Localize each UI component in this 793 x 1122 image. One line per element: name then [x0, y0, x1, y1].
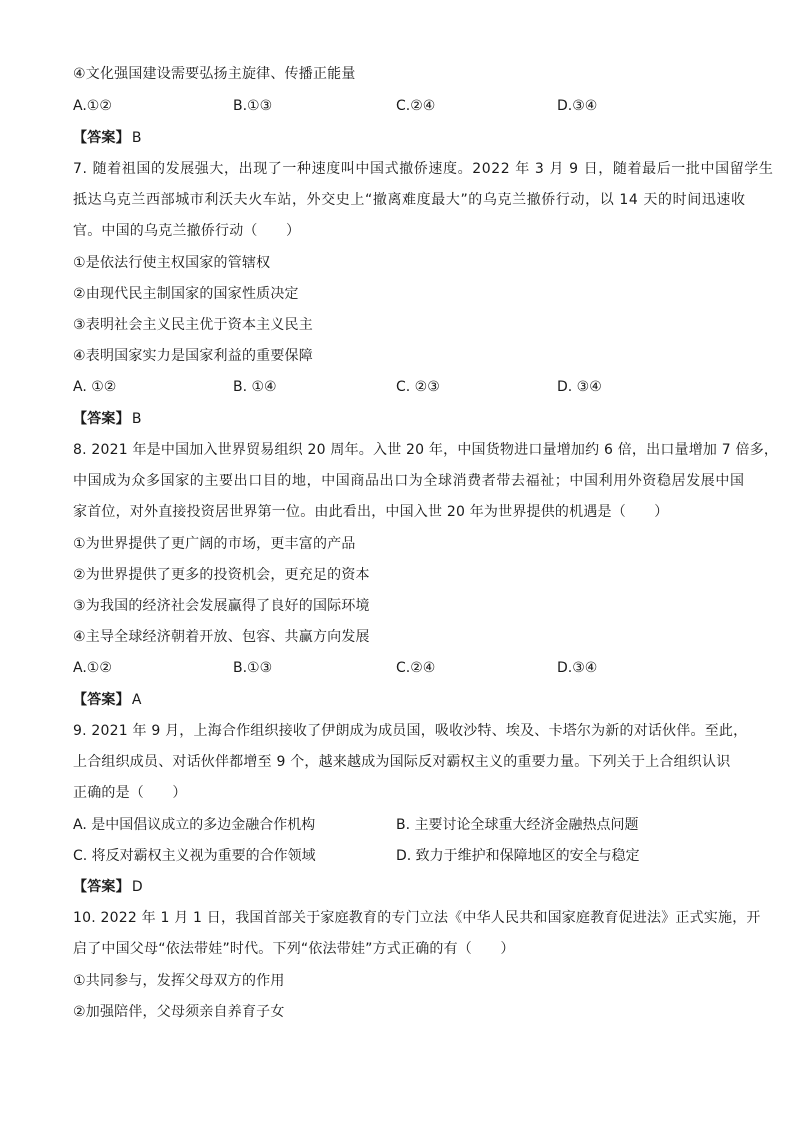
- q8-answer: [73, 690, 142, 710]
- answer-tag: 【答案】: [73, 692, 130, 708]
- q7-item-1: ①是依法行使主权国家的管辖权: [73, 255, 271, 271]
- q9-option-c: C. 将反对霸权主义视为重要的合作领域: [73, 848, 316, 864]
- q6-answer: [73, 128, 142, 148]
- q7-option-c: C. ②③: [396, 379, 440, 395]
- q8-option-a: A.①②: [73, 660, 112, 676]
- q6-option-b: B.①③: [233, 98, 273, 114]
- q7-stem-line-3: 官。中国的乌克兰撤侨行动（ ）: [73, 223, 301, 239]
- q8-stem-line-2: 中国成为众多国家的主要出口目的地，中国商品出口为全球消费者带去福祉；中国利用外资稳居发展中国: [73, 473, 745, 489]
- answer-tag: 【答案】: [73, 411, 130, 427]
- answer-tag: 【答案】: [73, 879, 130, 895]
- q10-stem-line-2: 启了中国父母“依法带娃”时代。下列“依法带娃”方式正确的有（ ）: [73, 941, 515, 957]
- q8-option-b: B.①③: [233, 660, 273, 676]
- q9-answer: [73, 877, 143, 897]
- q8-stem-line-1: 8. 2021 年是中国加入世界贸易组织 20 周年。入世 20 年，中国货物进口量增加约 6 倍，出口量增加 7 倍多，: [73, 442, 779, 458]
- q9-option-a: A. 是中国倡议成立的多边金融合作机构: [73, 817, 316, 833]
- q9-stem-line-2: 上合组织成员、对话伙伴都增至 9 个，越来越成为国际反对霸权主义的重要力量。下列关于上合组织认识: [73, 754, 731, 770]
- q10-stem-line-1: 10. 2022 年 1 月 1 日，我国首部关于家庭教育的专门立法《中华人民共和国家庭教育促进法》正式实施，开: [73, 910, 761, 926]
- q8-item-2: ②为世界提供了更多的投资机会，更充足的资本: [73, 567, 370, 583]
- q8-option-d: D.③④: [557, 660, 598, 676]
- answer-tag: 【答案】: [73, 130, 130, 146]
- q8-item-4: ④主导全球经济朝着开放、包容、共赢方向发展: [73, 629, 370, 645]
- answer-value: B: [131, 411, 142, 427]
- q6-option-a: A.①②: [73, 98, 112, 114]
- q7-item-2: ②由现代民主制国家的国家性质决定: [73, 286, 299, 302]
- answer-value: B: [131, 130, 142, 146]
- q8-item-3: ③为我国的经济社会发展赢得了良好的国际环境: [73, 598, 370, 614]
- q7-item-3: ③表明社会主义民主优于资本主义民主: [73, 317, 313, 333]
- q9-option-b: B. 主要讨论全球重大经济金融热点问题: [396, 817, 639, 833]
- q7-option-a: A. ①②: [73, 379, 117, 395]
- answer-value: D: [131, 879, 143, 895]
- q6-option-d: D.③④: [557, 98, 598, 114]
- answer-value: A: [131, 692, 142, 708]
- q7-answer: [73, 409, 142, 429]
- q7-stem-line-1: 7. 随着祖国的发展强大，出现了一种速度叫中国式撤侨速度。2022 年 3 月 9 日，随着最后一批中国留学生: [73, 161, 774, 177]
- q6-item-4: ④文化强国建设需要弘扬主旋律、传播正能量: [73, 66, 356, 82]
- q7-option-d: D. ③④: [557, 379, 602, 395]
- q9-stem-line-1: 9. 2021 年 9 月，上海合作组织接收了伊朗成为成员国，吸收沙特、埃及、卡塔尔为新的对话伙伴。至此，: [73, 723, 748, 739]
- q7-option-b: B. ①④: [233, 379, 277, 395]
- q6-option-c: C.②④: [396, 98, 436, 114]
- q8-stem-line-3: 家首位，对外直接投资居世界第一位。由此看出，中国入世 20 年为世界提供的机遇是（ ）: [73, 504, 669, 520]
- q10-item-2: ②加强陪伴，父母须亲自养育子女: [73, 1004, 285, 1020]
- q8-item-1: ①为世界提供了更广阔的市场，更丰富的产品: [73, 536, 356, 552]
- q9-stem-line-3: 正确的是（ ）: [73, 785, 187, 801]
- q7-stem-line-2: 抵达乌克兰西部城市利沃夫火车站，外交史上“撤离难度最大”的乌克兰撤侨行动，以 14 天的时间迅速收: [73, 192, 746, 208]
- q8-option-c: C.②④: [396, 660, 436, 676]
- q7-item-4: ④表明国家实力是国家利益的重要保障: [73, 348, 313, 364]
- q10-item-1: ①共同参与，发挥父母双方的作用: [73, 973, 285, 989]
- q9-option-d: D. 致力于维护和保障地区的安全与稳定: [396, 848, 640, 864]
